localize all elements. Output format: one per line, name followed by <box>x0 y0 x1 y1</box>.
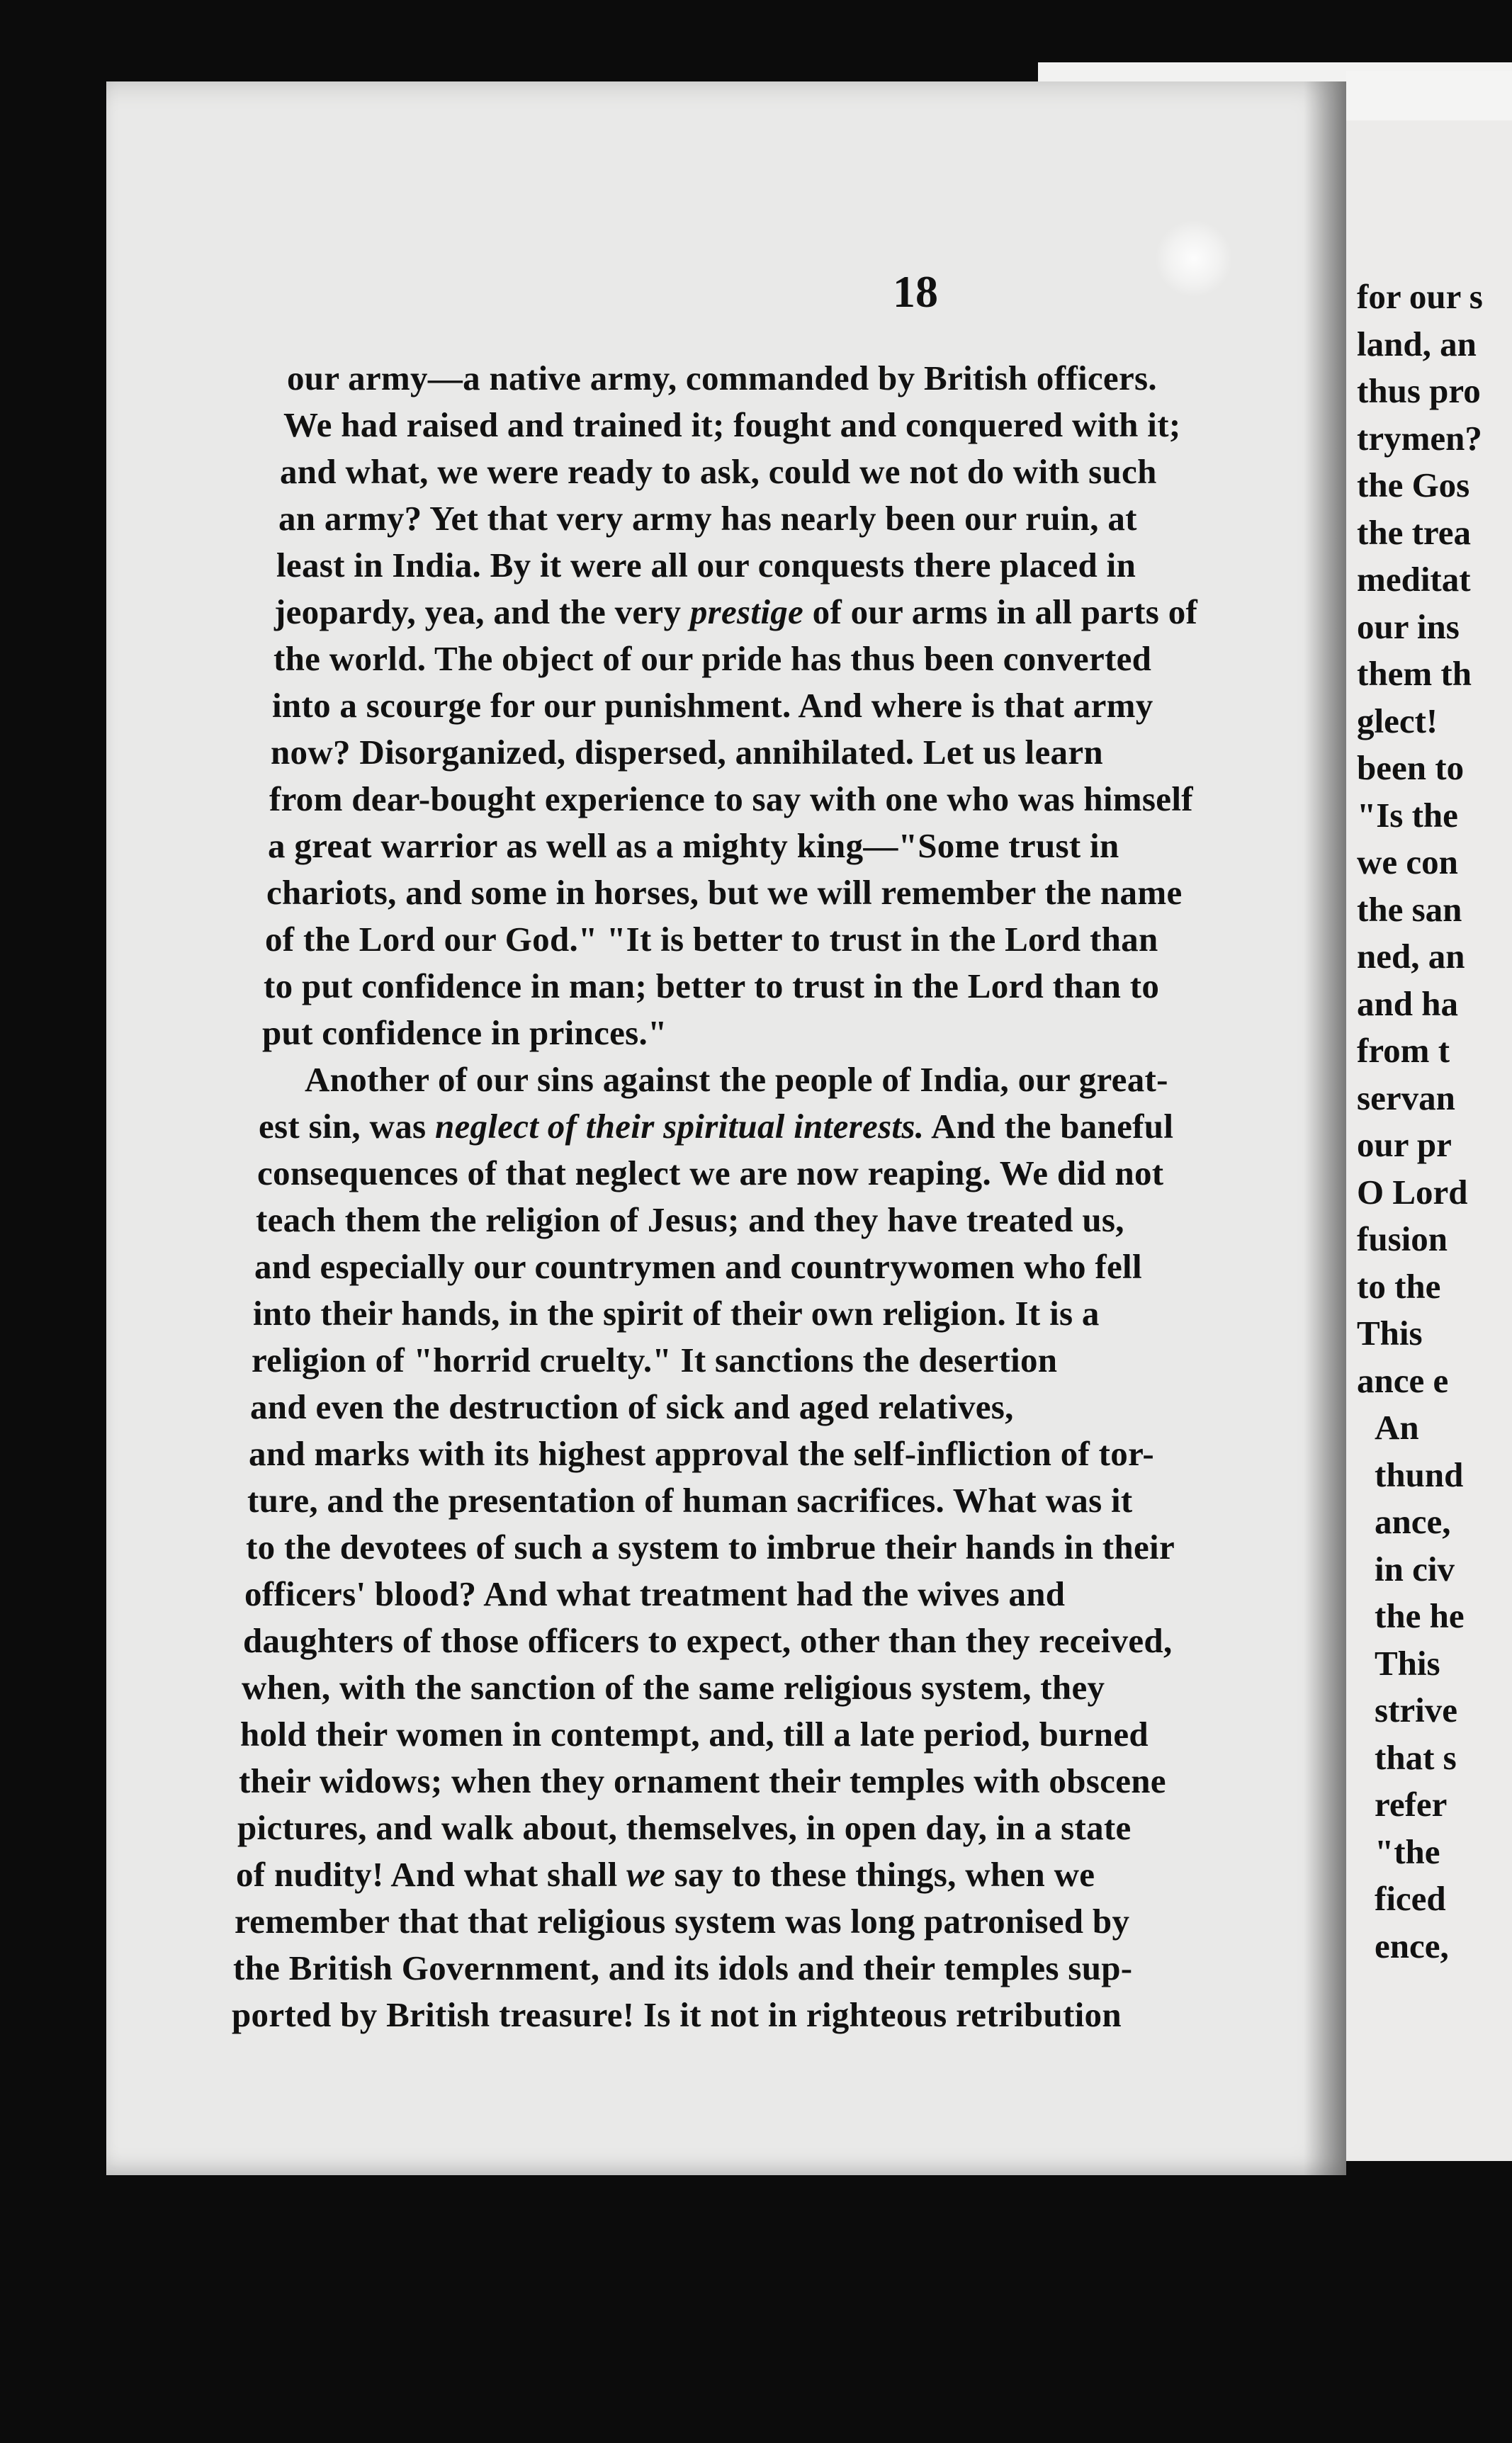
facing-text-line: that s <box>1375 1737 1457 1777</box>
text-line: ported by British treasure! Is it not in righteous retribution <box>232 1995 1122 2034</box>
text-line: teach them the religion of Jesus; and they have treated us, <box>256 1200 1124 1239</box>
facing-text-line: the san <box>1357 889 1462 929</box>
italic-text: neglect of their spiritual interests. <box>434 1107 925 1146</box>
facing-text-line: we con <box>1357 842 1458 881</box>
facing-text-line: "the <box>1375 1832 1440 1871</box>
text-line: from dear-bought experience to say with one who was himself <box>269 779 1193 818</box>
text-fragment: And the baneful <box>924 1107 1174 1146</box>
book-page <box>106 81 1346 2175</box>
facing-text-line: ance, <box>1375 1502 1451 1541</box>
text-line: their widows; when they ornament their temples with obscene <box>239 1761 1166 1800</box>
text-line <box>259 1106 1173 1146</box>
text-line: to put confidence in man; better to trust in the Lord than to <box>264 966 1160 1005</box>
facing-text-line: "Is the <box>1357 795 1458 835</box>
text-line <box>274 592 1197 632</box>
text-line: remember that that religious system was long patronised by <box>235 1902 1130 1941</box>
text-fragment: of our arms in all parts of <box>803 592 1198 631</box>
text-line: now? Disorganized, dispersed, annihilated. Let us learn <box>271 733 1103 772</box>
text-line: of the Lord our God." "It is better to trust in the Lord than <box>265 920 1158 959</box>
text-line: Another of our sins against the people of India, our great- <box>305 1060 1168 1099</box>
text-line: We had raised and trained it; fought and conquered with it; <box>283 405 1181 444</box>
text-line: chariots, and some in horses, but we will remember the name <box>266 873 1183 912</box>
text-fragment: jeopardy, yea, and the very <box>274 592 690 631</box>
page-number: 18 <box>893 266 938 317</box>
facing-text-line: our pr <box>1357 1125 1452 1164</box>
text-line: a great warrior as well as a mighty king—"Some trust in <box>268 826 1119 865</box>
facing-text-line: thus pro <box>1357 371 1481 410</box>
text-line: least in India. By it were all our conquests there placed in <box>276 546 1136 585</box>
text-line: put confidence in princes." <box>262 1013 667 1052</box>
text-fragment: of nudity! And what shall <box>236 1855 627 1894</box>
facing-text-line: ned, an <box>1357 937 1465 976</box>
paper-blemish <box>1155 220 1233 298</box>
text-line: and what, we were ready to ask, could we not do with such <box>280 452 1157 491</box>
text-fragment: est sin, was <box>259 1107 435 1146</box>
text-line: our army—a native army, commanded by British officers. <box>287 359 1157 397</box>
facing-text-line: the trea <box>1357 512 1471 552</box>
text-line: into a scourge for our punishment. And where is that army <box>272 686 1153 725</box>
text-line: hold their women in contempt, and, till a late period, burned <box>240 1715 1149 1754</box>
italic-text: prestige <box>689 592 804 631</box>
text-line: and marks with its highest approval the self-infliction of tor- <box>249 1434 1154 1473</box>
text-fragment: say to these things, when we <box>665 1855 1095 1894</box>
facing-text-line: been to <box>1357 748 1465 787</box>
facing-text-line: ence, <box>1375 1926 1449 1965</box>
facing-text-line: trymen? <box>1357 418 1482 458</box>
facing-page <box>1346 71 1512 2161</box>
facing-text-line: O Lord <box>1357 1172 1468 1212</box>
text-line: religion of "horrid cruelty." It sanctions the desertion <box>252 1341 1058 1380</box>
facing-text-line: servan <box>1357 1078 1455 1117</box>
facing-text-line: to the <box>1357 1266 1441 1306</box>
facing-text-line: meditat <box>1357 560 1471 599</box>
italic-text: we <box>626 1855 666 1894</box>
facing-text-line: strive <box>1375 1691 1457 1730</box>
text-line: into their hands, in the spirit of their own religion. It is a <box>253 1294 1100 1333</box>
facing-text-line: and ha <box>1357 983 1459 1023</box>
text-line: an army? Yet that very army has nearly been our ruin, at <box>278 499 1137 538</box>
text-line: pictures, and walk about, themselves, in open day, in a state <box>237 1808 1132 1847</box>
facing-text-line: ficed <box>1375 1879 1446 1918</box>
text-line <box>236 1854 1095 1895</box>
facing-text-line: ance e <box>1357 1360 1449 1400</box>
text-line: the world. The object of our pride has thus been converted <box>273 639 1152 678</box>
facing-text-line: thund <box>1375 1455 1464 1494</box>
facing-page-edge <box>1346 71 1512 120</box>
text-line: ture, and the presentation of human sacrifices. What was it <box>247 1481 1133 1520</box>
text-line: daughters of those officers to expect, other than they received, <box>243 1621 1173 1660</box>
facing-text-line: the he <box>1375 1596 1465 1635</box>
facing-text-line: glect! <box>1357 701 1438 740</box>
facing-text-line: the Gos <box>1357 466 1470 504</box>
facing-text-line: refer <box>1375 1785 1448 1824</box>
text-line: when, with the sanction of the same religious system, they <box>242 1668 1105 1707</box>
facing-text-line: This <box>1375 1643 1440 1683</box>
facing-text-line: them th <box>1357 654 1472 693</box>
facing-text-line: in civ <box>1375 1549 1455 1589</box>
facing-text-line: from t <box>1357 1031 1450 1070</box>
facing-text-line: our ins <box>1357 606 1460 646</box>
text-line: to the devotees of such a system to imbrue their hands in their <box>246 1528 1175 1567</box>
text-line: and even the destruction of sick and aged relatives, <box>250 1387 1014 1426</box>
facing-text-line: fusion <box>1357 1219 1448 1258</box>
facing-text-line: for our s <box>1357 277 1483 316</box>
facing-text-line: An <box>1375 1408 1419 1447</box>
facing-text-line: This <box>1357 1314 1423 1353</box>
text-line: officers' blood? And what treatment had the wives and <box>244 1574 1066 1613</box>
text-line: consequences of that neglect we are now reaping. We did not <box>257 1153 1164 1192</box>
facing-text-line: land, an <box>1357 324 1477 363</box>
text-line: and especially our countrymen and countrywomen who fell <box>254 1247 1142 1286</box>
text-line: the British Government, and its idols and their temples sup- <box>233 1948 1133 1987</box>
